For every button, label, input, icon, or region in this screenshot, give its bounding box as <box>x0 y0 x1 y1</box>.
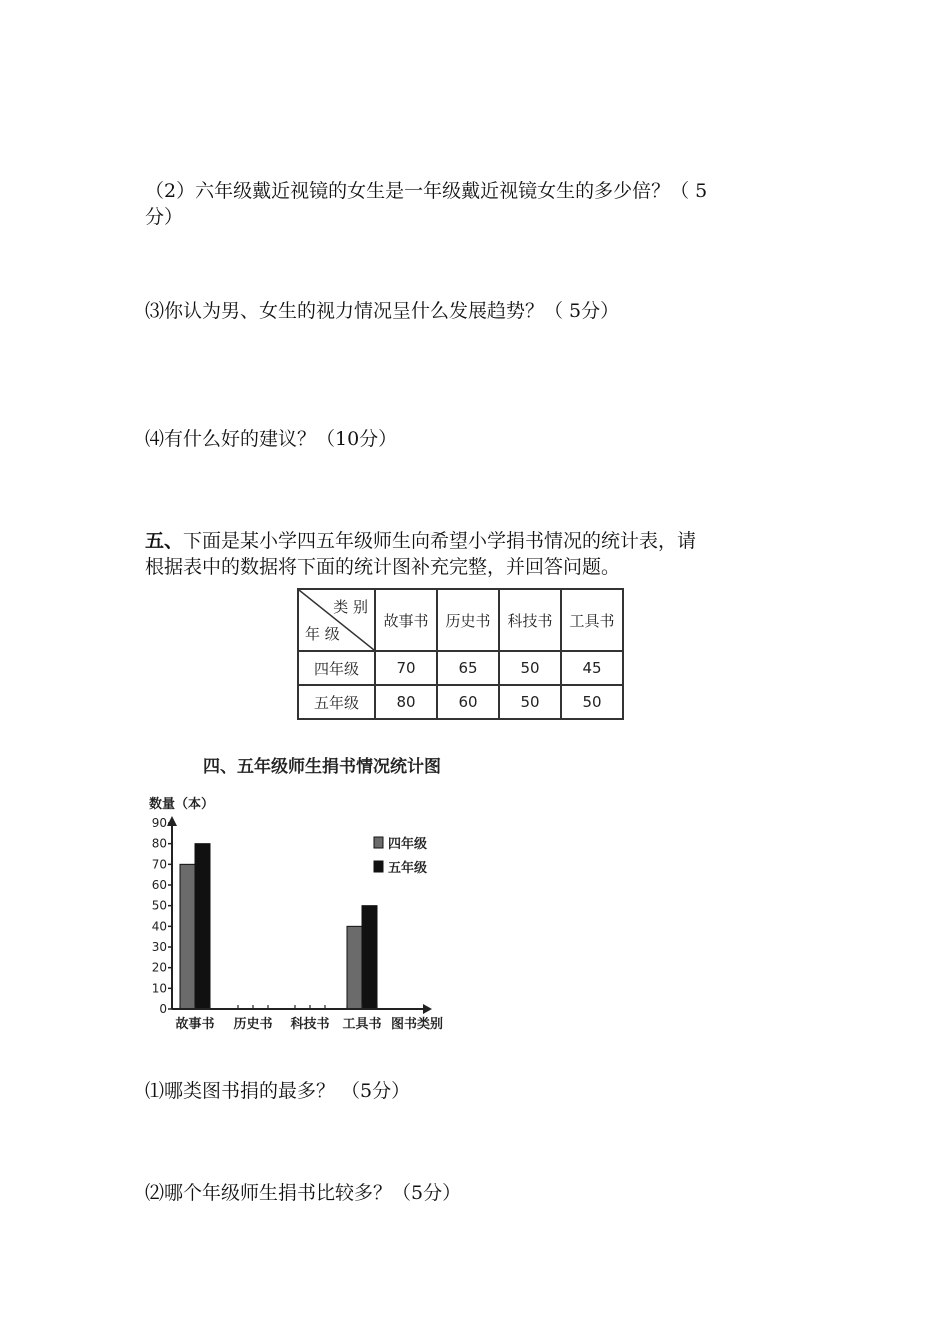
y-tick-label: 90 <box>151 816 167 830</box>
section-5-line-1 <box>145 528 696 554</box>
table-cell: 65 <box>437 651 499 685</box>
corner-bottom-label: 年 级 <box>305 625 340 643</box>
table-header-cell: 工具书 <box>561 589 623 651</box>
legend-label-grade4: 四年级 <box>388 837 428 852</box>
question-3: ⑶你认为男、女生的视力情况呈什么发展趋势？（ 5分） <box>145 300 620 322</box>
section-5-line-2: 根据表中的数据将下面的统计图补充完整，并回答问题。 <box>145 556 621 578</box>
chart-legend <box>374 836 427 876</box>
x-category-label: 历史书 <box>233 1017 273 1032</box>
table-cell: 50 <box>499 685 561 719</box>
table-header-row <box>298 589 623 651</box>
table-corner-cell <box>298 589 375 651</box>
donation-table <box>297 588 624 720</box>
y-axis-arrow <box>167 816 177 826</box>
table-row-label: 四年级 <box>298 651 375 685</box>
y-tick-label: 30 <box>151 940 167 954</box>
x-category-label: 工具书 <box>342 1017 382 1032</box>
y-tick-label: 50 <box>151 898 167 913</box>
x-category-label: 科技书 <box>290 1017 330 1032</box>
table-cell: 50 <box>499 651 561 685</box>
x-category-label: 故事书 <box>175 1017 215 1032</box>
table-row <box>298 651 623 685</box>
y-tick-label: 80 <box>151 836 167 851</box>
table-header-cell: 历史书 <box>437 589 499 651</box>
question-2-line-2: 分） <box>145 206 184 228</box>
y-tick-label: 60 <box>151 878 167 892</box>
question-2-line-1: （2）六年级戴近视镜的女生是一年级戴近视镜女生的多少倍？（ 5 <box>145 180 708 202</box>
chart-title: 四、五年级师生捐书情况统计图 <box>203 757 441 777</box>
table-header-cell: 故事书 <box>375 589 437 651</box>
table-row-label: 五年级 <box>298 685 375 719</box>
y-tick-label: 10 <box>151 981 167 996</box>
table-cell: 70 <box>375 651 437 685</box>
table-row <box>298 685 623 719</box>
y-tick-label: 40 <box>151 919 167 934</box>
table-cell: 45 <box>561 651 623 685</box>
y-tick-label: 20 <box>151 960 167 975</box>
legend-swatch-grade5 <box>374 861 383 872</box>
table-cell: 50 <box>561 685 623 719</box>
y-tick-label: 70 <box>151 857 167 872</box>
bar-grade5 <box>195 844 210 1009</box>
question-4: ⑷有什么好的建议？（10分） <box>145 428 398 450</box>
table-cell: 80 <box>375 685 437 719</box>
section-5-text-1: 下面是某小学四五年级师生向希望小学捐书情况的统计表，请 <box>183 530 697 552</box>
x-axis-arrow <box>423 1004 432 1014</box>
section-5-number: 五、 <box>145 530 184 552</box>
bar-grade4 <box>180 864 195 1009</box>
table-cell: 60 <box>437 685 499 719</box>
y-axis-label: 数量（本） <box>149 797 215 812</box>
bar-chart <box>140 790 470 1040</box>
table-header-cell: 科技书 <box>499 589 561 651</box>
bar-grade4 <box>347 926 362 1009</box>
y-tick-label: 0 <box>159 1002 167 1016</box>
legend-label-grade5: 五年级 <box>388 861 428 876</box>
followup-question-1: ⑴哪类图书捐的最多？ （5分） <box>145 1080 411 1102</box>
x-axis-label: 图书类别 <box>391 1017 444 1032</box>
bar-grade5 <box>362 906 377 1009</box>
corner-top-label: 类 别 <box>333 598 368 616</box>
followup-question-2: ⑵哪个年级师生捐书比较多？（5分） <box>145 1182 462 1204</box>
legend-swatch-grade4 <box>374 837 383 848</box>
